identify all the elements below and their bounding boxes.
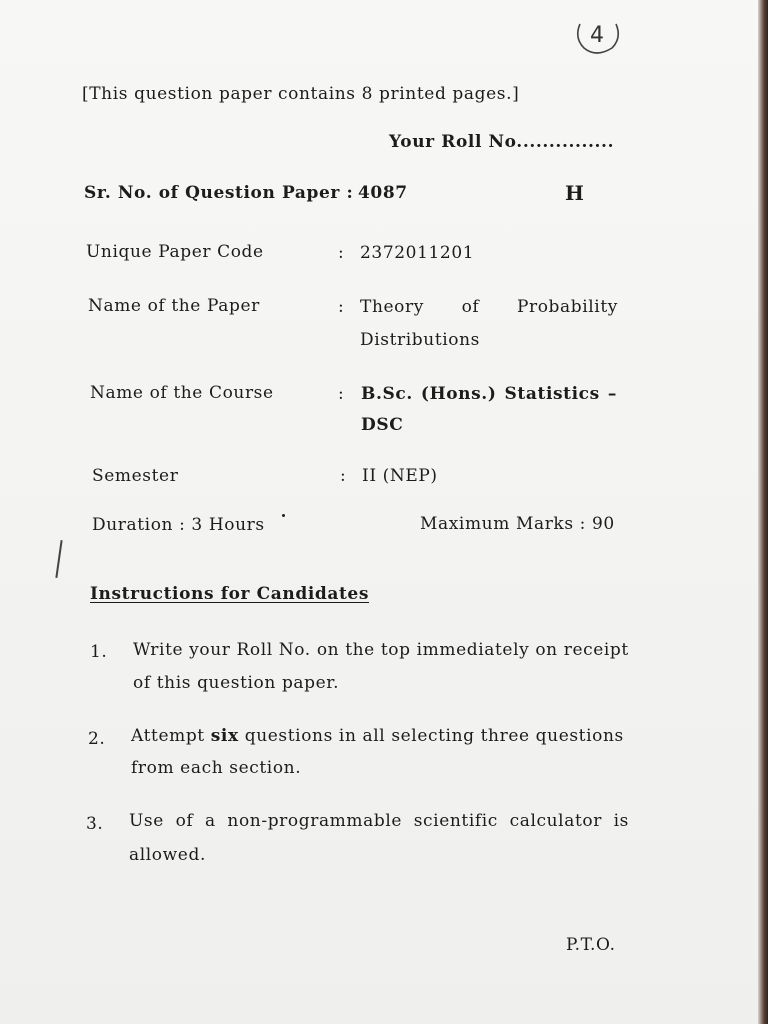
pto-label: P.T.O. [566,935,616,955]
paper-name-word: Probability [516,297,618,317]
instruction-2-line2: from each section. [131,758,302,778]
upc-colon: : [338,243,344,263]
instruction-text: questions in all selecting three questions [238,726,624,746]
course-name-word: – [607,384,617,404]
handwritten-page-number [572,14,622,56]
duration: Duration : 3 Hours [92,515,265,535]
instruction-number: 1. [90,642,108,662]
paper-name-value-line1 [360,297,618,317]
instruction-1-line2: of this question paper. [133,673,340,693]
paper-name-value-line2: Distributions [360,330,480,350]
course-name-colon: : [338,384,344,404]
page-number-text: 4 [590,22,604,48]
instruction-2-line1 [131,726,624,746]
course-name-word: B.Sc. [361,384,413,404]
instruction-word: Use [129,811,164,831]
semester-label: Semester [92,466,179,486]
instruction-word: a [205,811,216,831]
instruction-number: 2. [88,729,106,749]
set-code: H [565,181,585,205]
course-name-value-line1 [361,384,617,404]
course-name-value-line2: DSC [361,415,404,435]
sr-no-label: Sr. No. of Question Paper : [84,183,354,203]
instructions-heading: Instructions for Candidates [90,584,370,604]
instruction-number: 3. [86,814,104,834]
instruction-text: Attempt [131,726,211,746]
instruction-word: scientific [413,811,498,831]
pages-note: [This question paper contains 8 printed pages.] [82,84,520,104]
instruction-word: of [175,811,194,831]
sr-no-value: 4087 [358,183,408,203]
paper-name-label: Name of the Paper [88,296,260,316]
course-name-word: (Hons.) [420,384,497,404]
paper-name-word: of [461,297,480,317]
ink-dot [282,514,285,517]
semester-value: II (NEP) [362,466,438,486]
roll-no-label: Your Roll No............... [389,132,615,152]
instruction-word: non-programmable [227,811,403,831]
instruction-word: is [613,811,629,831]
page-edge-shadow [758,0,768,1024]
upc-label: Unique Paper Code [86,242,264,262]
instruction-3-line1 [129,811,629,831]
instruction-word: calculator [509,811,602,831]
instruction-1-line1: Write your Roll No. on the top immediately on receipt [133,640,629,660]
paper-name-colon: : [338,297,344,317]
pen-stroke-mark [55,540,62,578]
instruction-3-line2: allowed. [129,845,206,865]
maximum-marks: Maximum Marks : 90 [420,514,615,534]
circle-annotation-icon [572,14,622,56]
paper-name-word: Theory [360,297,424,317]
course-name-word: Statistics [504,384,600,404]
upc-value: 2372011201 [360,243,475,263]
semester-colon: : [340,466,346,486]
instruction-emphasis: six [210,726,239,746]
course-name-label: Name of the Course [90,383,274,403]
